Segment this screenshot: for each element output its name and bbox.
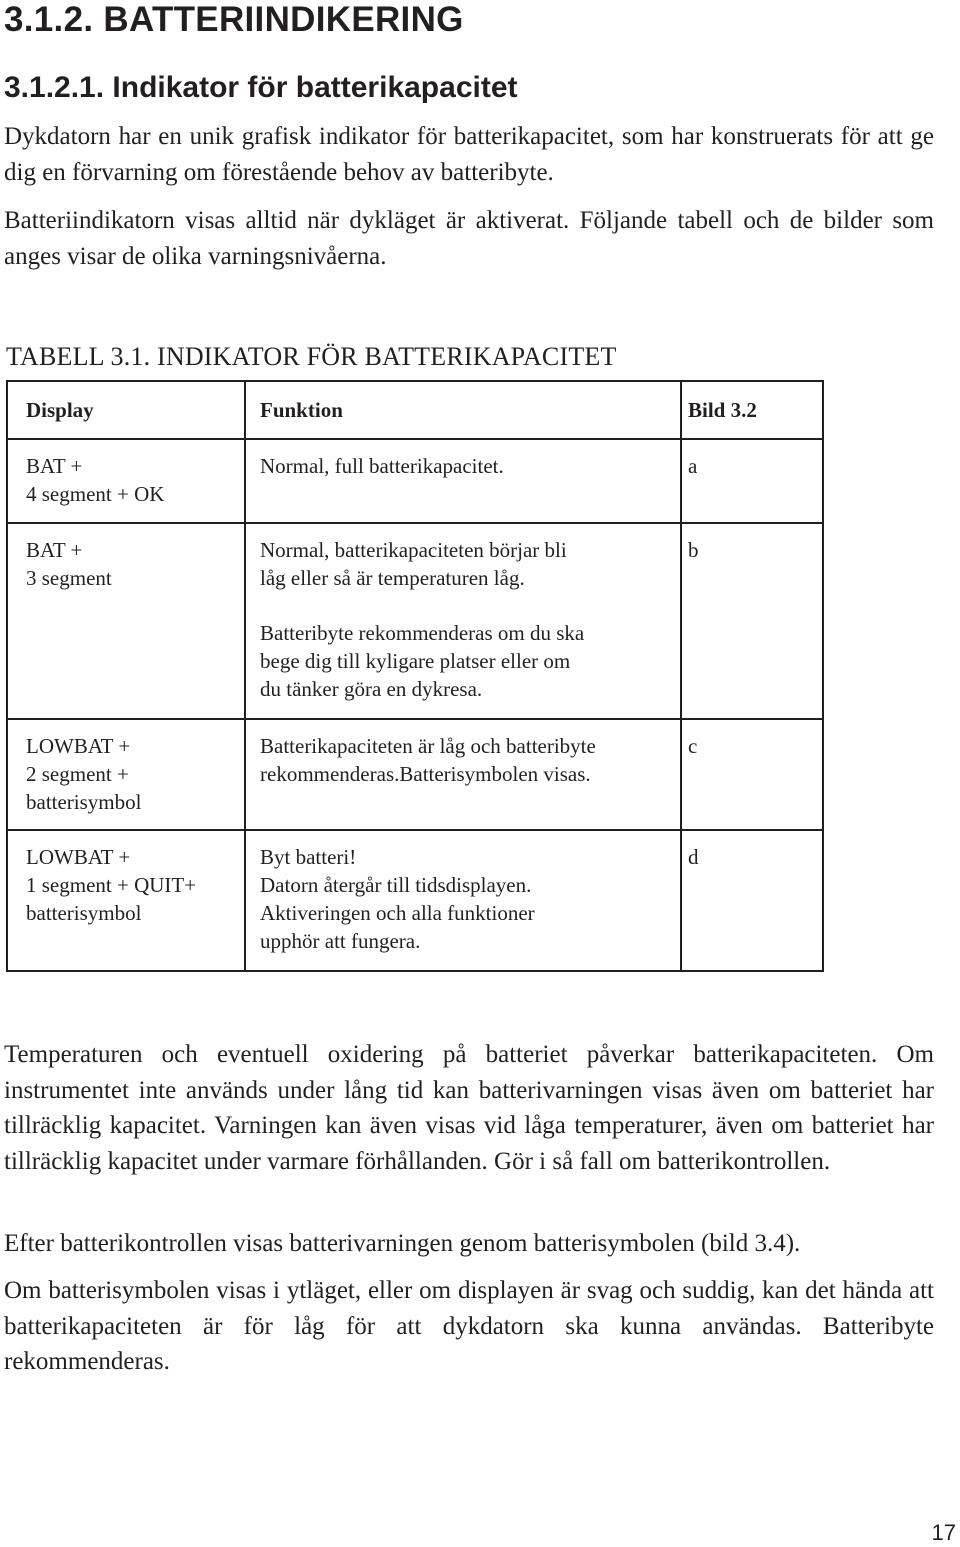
- function-line: Normal, full batterikapacitet.: [260, 454, 504, 478]
- function-note-line: Batteribyte rekommenderas om du ska: [260, 621, 585, 645]
- cell-image-ref: a: [681, 439, 823, 523]
- cell-display: [7, 830, 245, 971]
- function-line: låg eller så är temperaturen låg.: [260, 566, 525, 590]
- subsection-heading: 3.1.2.1. Indikator för batterikapacitet: [4, 71, 518, 104]
- column-header-function: Funktion: [245, 381, 681, 439]
- function-line: upphör att fungera.: [260, 929, 421, 953]
- display-line: LOWBAT +: [26, 845, 131, 869]
- function-line: Normal, batterikapaciteten börjar bli: [260, 538, 567, 562]
- cell-function: [245, 523, 681, 719]
- display-line: 2 segment +: [26, 762, 129, 786]
- table-title: TABELL 3.1. INDIKATOR FÖR BATTERIKAPACITET: [6, 342, 617, 371]
- section-heading: 3.1.2. BATTERIINDIKERING: [4, 0, 464, 39]
- display-line: 1 segment + QUIT+: [26, 873, 197, 897]
- display-line: LOWBAT +: [26, 734, 131, 758]
- function-line: Aktiveringen och alla funktioner: [260, 901, 535, 925]
- function-line: Byt batteri!: [260, 845, 357, 869]
- cell-display: [7, 719, 245, 830]
- page-number: 17: [931, 1520, 956, 1545]
- paragraph-gap: [260, 592, 680, 619]
- display-line: 4 segment + OK: [26, 482, 165, 506]
- column-header-image: Bild 3.2: [681, 381, 823, 439]
- cell-function: [245, 439, 681, 523]
- body-paragraph-1: Temperaturen och eventuell oxidering på batteriet påverkar batterikapaciteten. Om instrumentet inte används under lång tid kan batterivarningen visas även om batteriet har tillräcklig kapacitet. Varningen kan även visas vid låga temperaturer, även om batteriet har tillräcklig kapacitet under varmare förhållanden. Gör i så fall om batterikontrollen.: [4, 1041, 934, 1175]
- column-header-display: Display: [7, 381, 245, 439]
- battery-indicator-table: [6, 380, 824, 972]
- cell-display: [7, 523, 245, 719]
- body-paragraph-2: Efter batterikontrollen visas batterivarningen genom batterisymbolen (bild 3.4).: [4, 1230, 801, 1257]
- cell-image-ref: b: [681, 523, 823, 719]
- intro-paragraph-2: Batteriindikatorn visas alltid när dykläget är aktiverat. Följande tabell och de bilder som anges visar de olika varningsnivåerna.: [4, 207, 934, 270]
- table-row: [7, 439, 823, 523]
- table-row: [7, 719, 823, 830]
- display-line: BAT +: [26, 454, 83, 478]
- function-note-line: bege dig till kyligare platser eller om: [260, 649, 571, 673]
- table-row: [7, 830, 823, 971]
- display-line: BAT +: [26, 538, 83, 562]
- table-header-row: [7, 381, 823, 439]
- display-line: batterisymbol: [26, 790, 142, 814]
- intro-paragraph-1: Dykdatorn har en unik grafisk indikator för batterikapacitet, som har konstruerats för att ge dig en förvarning om förestående behov av batteribyte.: [4, 123, 934, 186]
- table-body: [7, 439, 823, 971]
- cell-display: [7, 439, 245, 523]
- cell-image-ref: d: [681, 830, 823, 971]
- display-line: batterisymbol: [26, 901, 142, 925]
- cell-image-ref: c: [681, 719, 823, 830]
- cell-function: [245, 719, 681, 830]
- body-paragraph-3: Om batterisymbolen visas i ytläget, eller om displayen är svag och suddig, kan det hända att batterikapaciteten är för låg för att dykdatorn ska kunna användas. Batteribyte rekommenderas.: [4, 1277, 934, 1375]
- function-line: rekommenderas.Batterisymbolen visas.: [260, 762, 591, 786]
- function-line: Datorn återgår till tidsdisplayen.: [260, 873, 532, 897]
- function-note-line: du tänker göra en dykresa.: [260, 677, 483, 701]
- cell-function: [245, 830, 681, 971]
- table-row: [7, 523, 823, 719]
- function-line: Batterikapaciteten är låg och batteribyte: [260, 734, 596, 758]
- display-line: 3 segment: [26, 566, 112, 590]
